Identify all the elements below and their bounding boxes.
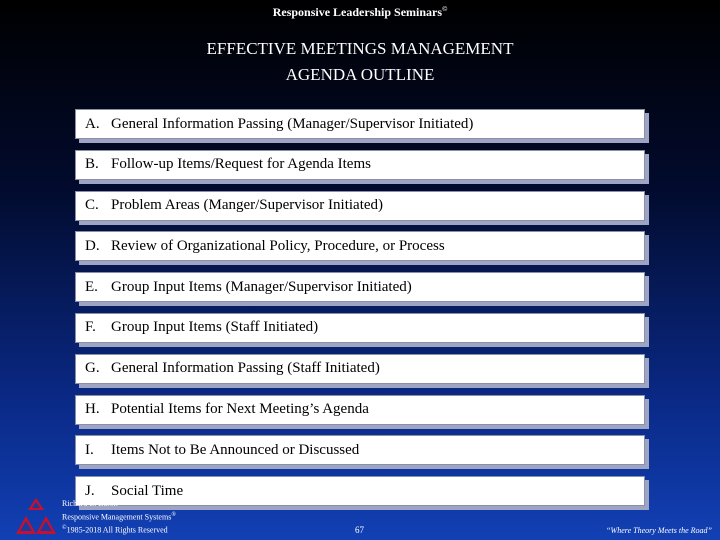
agenda-item-g — [75, 354, 645, 384]
agenda-item-i — [75, 435, 645, 465]
brand-header — [0, 5, 720, 20]
agenda-list — [75, 109, 645, 517]
page-title — [0, 36, 720, 88]
agenda-item-d — [75, 231, 645, 261]
agenda-item-text: Potential Items for Next Meeting’s Agenda — [111, 401, 369, 418]
footer-copyright-mark: © — [62, 524, 67, 531]
footer-company: Responsive Management Systems — [62, 512, 172, 522]
agenda-item-letter: A. — [85, 115, 100, 132]
agenda-item-c — [75, 191, 645, 221]
footer-company-mark: ® — [171, 511, 176, 518]
title-line-1: EFFECTIVE MEETINGS MANAGEMENT — [206, 39, 514, 58]
agenda-item-letter: H. — [85, 401, 100, 418]
agenda-item-letter: B. — [85, 156, 99, 173]
agenda-item-text: General Information Passing (Manager/Supervisor Initiated) — [111, 115, 474, 132]
triangle-logo-icon — [10, 496, 62, 536]
agenda-item-e — [75, 272, 645, 302]
brand-mark: © — [442, 5, 448, 13]
footer-credits — [62, 499, 176, 536]
agenda-item-text: Review of Organizational Policy, Procedure, or Process — [111, 237, 445, 254]
agenda-item-letter: C. — [85, 197, 99, 214]
agenda-item-text: Social Time — [111, 482, 184, 499]
agenda-item-b — [75, 150, 645, 180]
agenda-item-text: General Information Passing (Staff Initiated) — [111, 360, 380, 377]
footer-tagline: “Where Theory Meets the Road” — [606, 526, 712, 535]
agenda-item-letter: D. — [85, 237, 100, 254]
agenda-item-letter: E. — [85, 278, 98, 295]
agenda-item-letter: F. — [85, 319, 96, 336]
title-line-2: AGENDA OUTLINE — [285, 65, 435, 84]
footer-author: Richard L. Baron — [62, 499, 118, 508]
agenda-item-letter: I. — [85, 441, 94, 458]
agenda-item-text: Follow-up Items/Request for Agenda Items — [111, 156, 371, 173]
agenda-item-h — [75, 395, 645, 425]
footer-copyright: 1985-2018 All Rights Reserved — [66, 525, 168, 535]
brand-name: Responsive Leadership Seminars — [272, 5, 443, 19]
agenda-item-letter: J. — [85, 482, 95, 499]
agenda-item-f — [75, 313, 645, 343]
page-number: 67 — [355, 525, 364, 535]
agenda-item-text: Items Not to Be Announced or Discussed — [111, 441, 360, 458]
agenda-item-a — [75, 109, 645, 139]
footer-company-line — [62, 510, 176, 523]
agenda-item-text: Group Input Items (Staff Initiated) — [111, 319, 319, 336]
footer-copyright-line — [62, 523, 176, 536]
agenda-item-text: Problem Areas (Manger/Supervisor Initiated) — [111, 197, 384, 214]
agenda-item-letter: G. — [85, 360, 100, 377]
agenda-item-text: Group Input Items (Manager/Supervisor Initiated) — [111, 278, 412, 295]
